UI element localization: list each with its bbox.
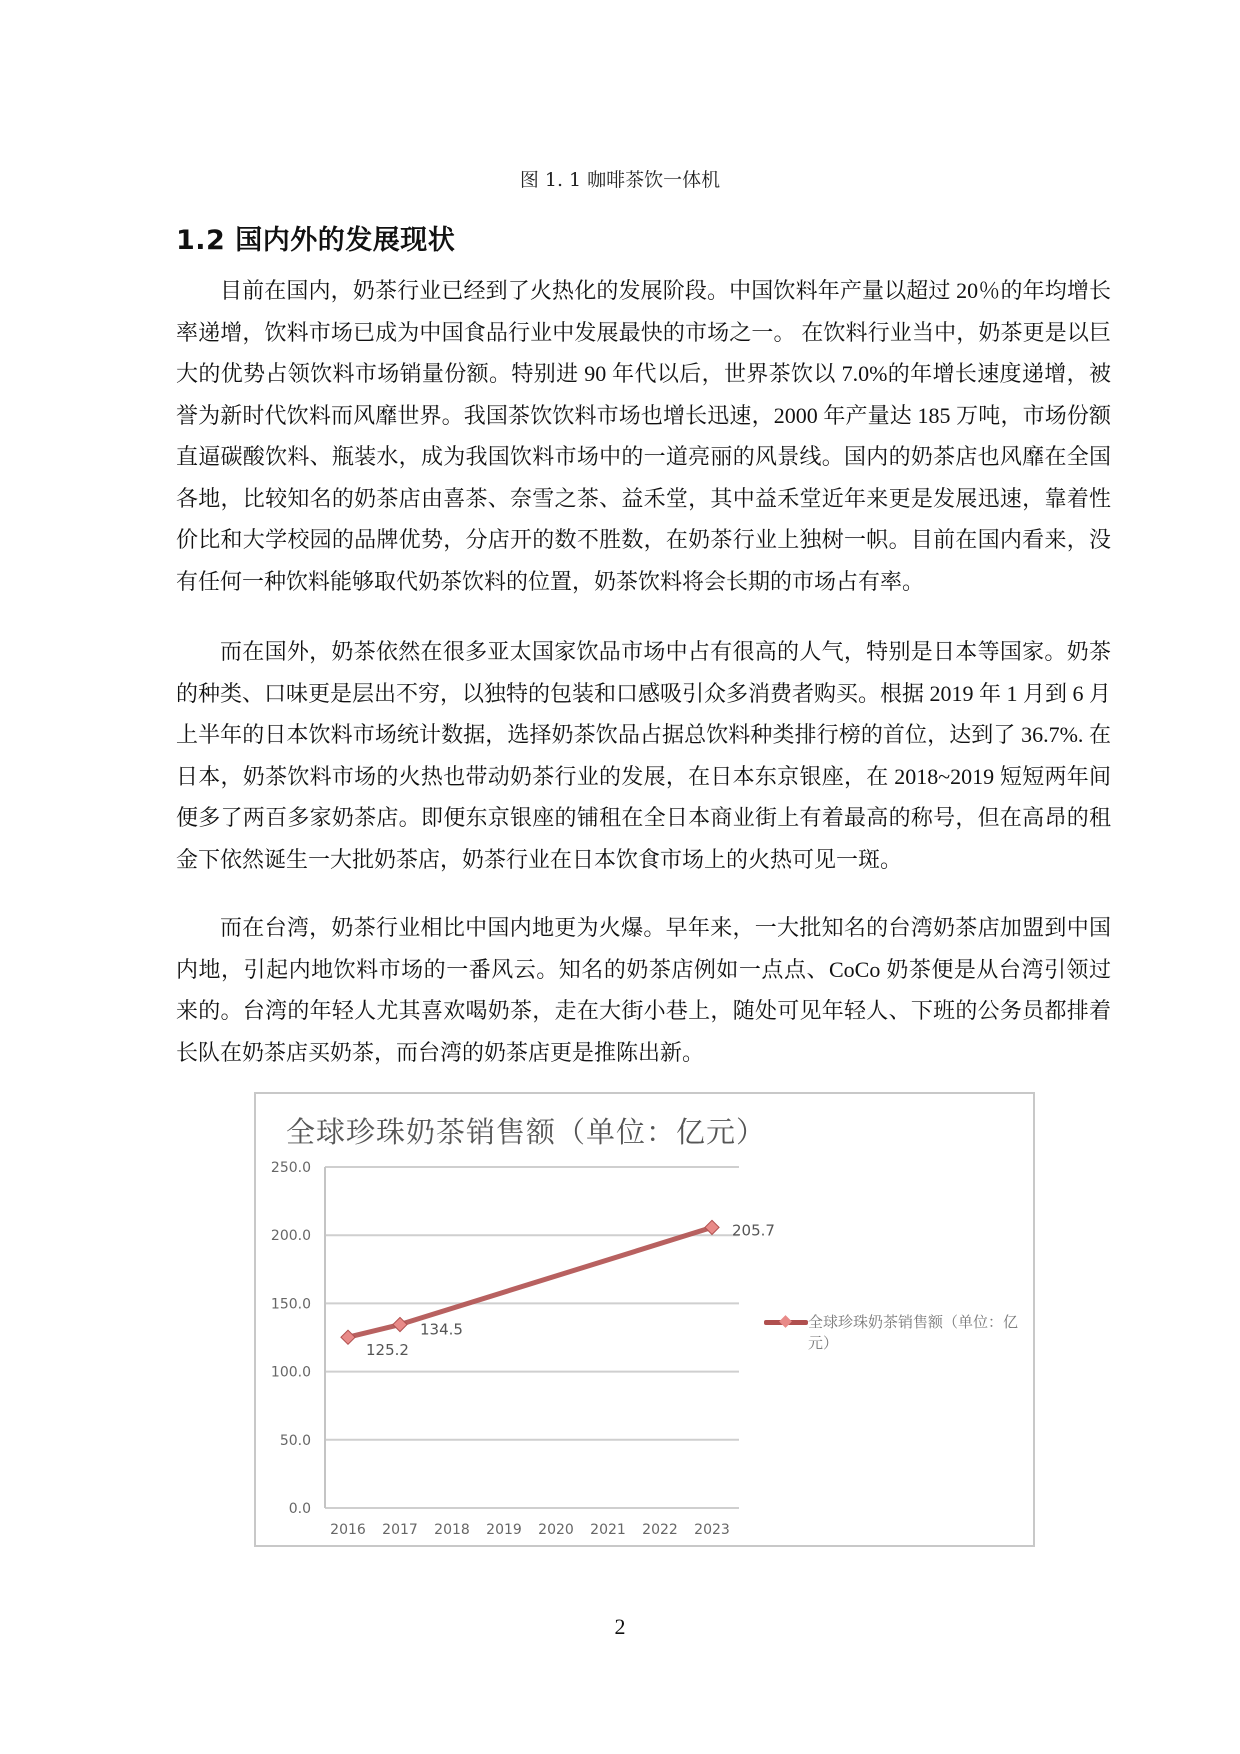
chart-legend (764, 1312, 1019, 1354)
y-tick-label: 100.0 (270, 1364, 311, 1381)
paragraph-text: 目前在国内，奶茶行业已经到了火热化的发展阶段。中国饮料年产量以超过 20％的年均增长率递增，饮料市场已成为中国食品行业中发展最快的市场之一。 在饮料行业当中，奶茶更是以巨大的优势占领饮料市场销量份额。特别进 90 年代以后，世界茶饮以 7.0%的年增长速度递增，被誉为新时代饮料而风靡世界。我国茶饮饮料市场也增长迅速，2000 年产量达 185 万吨，市场份额直逼碳酸饮料、瓶装水，成为我国饮料市场中的一道亮丽的风景线。国内的奶茶店也风靡在全国各地，比较知名的奶茶店由喜茶、奈雪之茶、益禾堂，其中益禾堂近年来更是发展迅速，靠着性价比和大学校园的品牌优势，分店开的数不胜数，在奶茶行业上独树一帜。目前在国内看来，没有任何一种饮料能够取代奶茶饮料的位置，奶茶饮料将会长期的市场占有率。 (176, 278, 1111, 594)
y-tick-label: 150.0 (270, 1296, 311, 1313)
legend-label: 全球珍珠奶茶销售额（单位：亿元） (808, 1313, 1019, 1352)
data-label: 125.2 (366, 1341, 409, 1360)
section-heading: 1.2 国内外的发展现状 (176, 225, 456, 256)
data-label: 205.7 (732, 1221, 775, 1240)
page-number: 2 (614, 1614, 626, 1639)
paragraph-text: 而在国外，奶茶依然在很多亚太国家饮品市场中占有很高的人气，特别是日本等国家。奶茶的种类、口味更是层出不穷，以独特的包装和口感吸引众多消费者购买。根据 2019 年 1 月到 6 月上半年的日本饮料市场统计数据，选择奶茶饮品占据总饮料种类排行榜的首位，达到了 36.7%. 在日本，奶茶饮料市场的火热也带动奶茶行业的发展，在日本东京银座，在 2018~2019 短短两年间便多了两百多家奶茶店。即便东京银座的铺租在全日本商业街上有着最高的称号，但在高昂的租金下依然诞生一大批奶茶店，奶茶行业在日本饮食市场上的火热可见一斑。 (176, 639, 1112, 872)
x-tick-label: 2023 (694, 1522, 730, 1538)
paragraph (176, 270, 1111, 602)
x-tick-label: 2021 (590, 1522, 626, 1538)
data-point-marker (393, 1317, 407, 1331)
data-point-marker (341, 1330, 355, 1344)
figure-caption: 图 1. 1 咖啡茶饮一体机 (519, 169, 721, 191)
y-tick-label: 50.0 (279, 1432, 311, 1449)
x-tick-label: 2019 (486, 1522, 522, 1538)
paragraph-text: 而在台湾，奶茶行业相比中国内地更为火爆。早年来，一大批知名的台湾奶茶店加盟到中国内地，引起内地饮料市场的一番风云。知名的奶茶店例如一点点、CoCo 奶茶便是从台湾引领过来的。台湾的年轻人尤其喜欢喝奶茶，走在大街小巷上，随处可见年轻人、下班的公务员都排着长队在奶茶店买奶茶，而台湾的奶茶店更是推陈出新。 (176, 915, 1111, 1065)
y-tick-label: 250.0 (270, 1160, 311, 1176)
y-tick-label: 200.0 (270, 1228, 311, 1245)
x-tick-label: 2020 (538, 1522, 574, 1538)
x-tick-label: 2022 (642, 1522, 678, 1538)
x-tick-label: 2018 (434, 1522, 470, 1538)
paragraph (176, 631, 1111, 880)
x-tick-label: 2016 (330, 1522, 366, 1538)
y-tick-label: 0.0 (288, 1501, 311, 1517)
data-label: 134.5 (420, 1320, 463, 1339)
x-tick-label: 2017 (382, 1522, 418, 1538)
legend-line-marker-icon (764, 1312, 808, 1332)
chart-title: 全球珍珠奶茶销售额（单位：亿元） (285, 1115, 766, 1149)
sales-line-chart (254, 1092, 1035, 1547)
data-point-marker (705, 1220, 719, 1234)
paragraph (176, 907, 1111, 1073)
